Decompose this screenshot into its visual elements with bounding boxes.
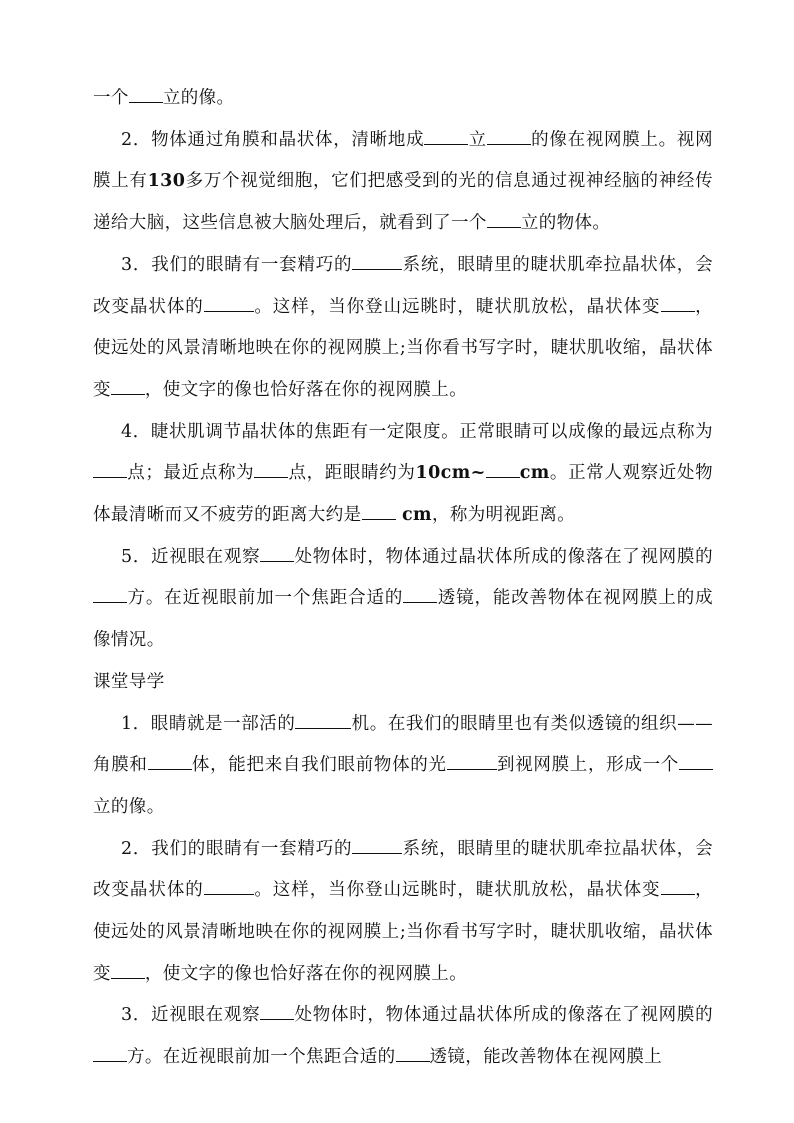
answer-blank[interactable]: [679, 751, 713, 770]
text-run: 机。在我们的眼睛里也有类似透镜的组织——角膜和: [93, 713, 713, 776]
answer-blank[interactable]: [111, 376, 145, 395]
text-run: 。正常人观察近处物体最清晰而又不疲劳的距离大约是: [93, 463, 713, 526]
answer-blank[interactable]: [403, 584, 437, 603]
unit-text: cm: [519, 463, 550, 484]
answer-blank[interactable]: [204, 876, 254, 895]
class-question-1: [93, 704, 713, 829]
answer-blank[interactable]: [148, 751, 192, 770]
text-run: 多万个视觉细胞，它们把感受到的光的信息通过视神经脑的神经传递给大脑，这些信息被大脑处理后，就看到了一个: [93, 171, 713, 234]
text-run: 立: [468, 129, 487, 150]
text-run: 系统，眼睛里的睫状肌牵拉晶状体，会改变晶状体的: [93, 254, 713, 317]
answer-blank[interactable]: [396, 1043, 430, 1062]
text-run: ，使文字的像也恰好落在你的视网膜上。: [144, 963, 468, 984]
text-run: 3．近视眼在观察: [121, 1005, 261, 1026]
answer-blank[interactable]: [129, 84, 163, 103]
answer-blank[interactable]: [93, 584, 127, 603]
text-run: 透镜，能改善物体在视网膜上: [429, 1047, 663, 1068]
text-run: ，称为明视距离。: [431, 505, 576, 526]
text-run: 方。在近视眼前加一个焦距合适的: [127, 1047, 396, 1068]
class-question-3: [93, 995, 713, 1078]
preview-question-3: [93, 245, 713, 412]
text-run: 处物体时，物体通过晶状体所成的像落在了视网膜的: [294, 1005, 713, 1026]
preview-question-2: [93, 120, 713, 245]
text-run: 透镜，能改善物体在视网膜上的成像情况。: [93, 588, 714, 651]
answer-blank[interactable]: [487, 209, 521, 228]
text-run: ，使远处的风景清晰地映在你的视网膜上;当你看书写字时，睫状肌收缩，晶状体变: [93, 880, 713, 984]
answer-blank[interactable]: [260, 1001, 294, 1020]
answer-blank[interactable]: [260, 542, 294, 561]
text-run: 系统，眼睛里的睫状肌牵拉晶状体，会改变晶状体的: [93, 838, 713, 901]
text-run: 处物体时，物体通过晶状体所成的像落在了视网膜的: [294, 546, 713, 567]
answer-blank[interactable]: [254, 459, 288, 478]
text-run: 。这样，当你登山远眺时，睫状肌放松，晶状体变: [253, 880, 661, 901]
answer-blank[interactable]: [295, 709, 351, 728]
text-run: ，使文字的像也恰好落在你的视网膜上。: [144, 379, 468, 400]
text-run: 点，距眼睛约为: [288, 463, 416, 484]
text-run: 。这样，当你登山远眺时，睫状肌放松，晶状体变: [253, 296, 661, 317]
unit-text: cm: [395, 505, 432, 526]
answer-blank[interactable]: [424, 125, 468, 144]
class-question-2: [93, 829, 713, 996]
intro-line: [93, 78, 713, 120]
answer-blank[interactable]: [447, 751, 497, 770]
document-body: [93, 78, 713, 1079]
answer-blank[interactable]: [93, 459, 127, 478]
text-run: 立的物体。: [520, 213, 611, 234]
section-heading: 课堂导学: [93, 671, 165, 692]
answer-blank[interactable]: [93, 1043, 127, 1062]
text-run: 一个: [93, 88, 129, 108]
answer-blank[interactable]: [352, 834, 402, 853]
answer-blank[interactable]: [486, 459, 520, 478]
text-run: 立的像。: [162, 88, 235, 108]
text-run: 2．我们的眼睛有一套精巧的: [121, 838, 353, 859]
number-text: 130: [147, 171, 186, 192]
preview-question-5: [93, 537, 713, 662]
text-run: 到视网膜上，形成一个: [496, 755, 679, 776]
answer-blank[interactable]: [204, 292, 254, 311]
text-run: 4．睫状肌调节晶状体的焦距有一定限度。正常眼睛可以成像的最远点称为: [121, 421, 713, 442]
text-run: 5．近视眼在观察: [121, 546, 261, 567]
text-run: 的像在视网膜上。视网膜上有: [93, 129, 714, 192]
answer-blank[interactable]: [487, 125, 531, 144]
text-run: ，使远处的风景清晰地映在你的视网膜上;当你看书写字时，睫状肌收缩，晶状体变: [93, 296, 713, 400]
answer-blank[interactable]: [661, 292, 695, 311]
answer-blank[interactable]: [661, 876, 695, 895]
text-run: 点；最近点称为: [127, 463, 255, 484]
answer-blank[interactable]: [111, 959, 145, 978]
text-run: 方。在近视眼前加一个焦距合适的: [127, 588, 404, 609]
number-text: 10cm~: [415, 463, 486, 484]
text-run: 2．物体通过角膜和晶状体，清晰地成: [121, 129, 425, 150]
answer-blank[interactable]: [352, 250, 402, 269]
text-run: 体，能把来自我们眼前物体的光: [191, 755, 447, 776]
preview-question-4: [93, 412, 713, 537]
text-run: 1．眼睛就是一部活的: [121, 713, 296, 734]
text-run: 立的像。: [93, 796, 165, 817]
answer-blank[interactable]: [362, 501, 396, 520]
text-run: 3．我们的眼睛有一套精巧的: [121, 254, 353, 275]
